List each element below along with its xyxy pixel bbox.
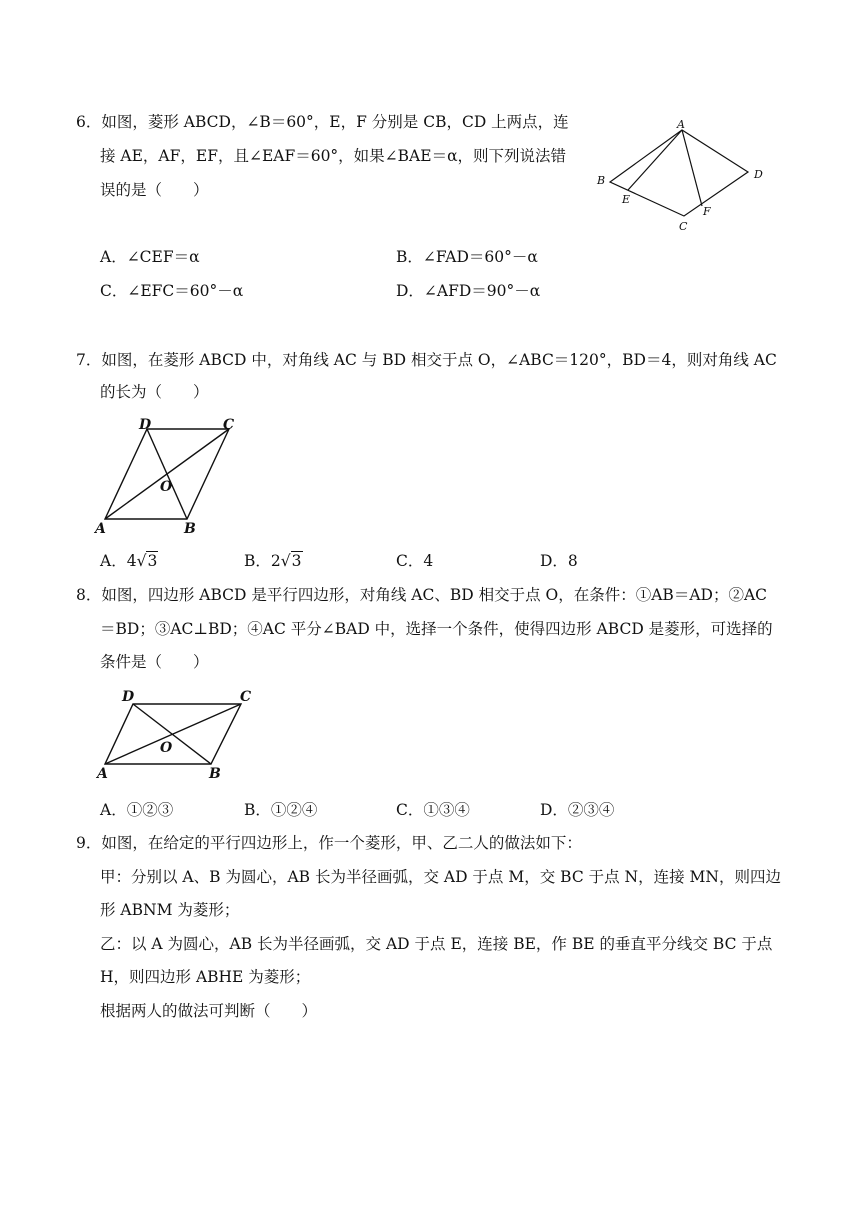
q9-line-4: 乙：以 A 为圆心，AB 长为半径画弧，交 AD 于点 E，连接 BE，作 BE 的垂直平分线交 BC 于点 [100, 935, 773, 953]
q8-label-d: D [122, 689, 135, 705]
q7-option-b[interactable] [244, 550, 303, 572]
q8-option-c[interactable]: C．①③④ [396, 801, 470, 819]
q6-segment-ae [628, 130, 682, 190]
q7-label-a: A [95, 521, 106, 537]
q7-option-a-prefix: A．4 [100, 552, 137, 570]
q8-label-c: C [240, 689, 252, 705]
q7-option-a-radicand: 3 [147, 552, 158, 570]
q7-option-b-radicand: 3 [291, 552, 302, 570]
q7-option-c[interactable]: C．4 [396, 552, 434, 570]
q6-label-e: E [622, 193, 631, 206]
q6-option-d[interactable]: D．∠AFD＝90°－α [396, 282, 541, 300]
q6-line-2: 接 AE，AF，EF，且∠EAF＝60°，如果∠BAE＝α，则下列说法错 [100, 147, 567, 165]
q9-line-3: 形 ABNM 为菱形； [100, 901, 240, 919]
q7-label-c: C [223, 417, 235, 433]
q6-option-c[interactable]: C．∠EFC＝60°－α [100, 282, 244, 300]
sqrt-symbol: √3 [280, 552, 302, 570]
q6-option-a[interactable]: A．∠CEF＝α [100, 248, 200, 266]
q7-line-1: 7．如图，在菱形 ABCD 中，对角线 AC 与 BD 相交于点 O，∠ABC＝120°，BD＝4，则对角线 AC [76, 351, 777, 369]
q8-line-3: 条件是（ ） [100, 653, 209, 671]
q7-option-a[interactable] [100, 550, 158, 572]
q7-label-d: D [139, 417, 152, 433]
q9-line-2: 甲：分别以 A、B 为圆心，AB 长为半径画弧，交 AD 于点 M，交 BC 于点 N，连接 MN，则四边 [100, 868, 781, 886]
q7-label-o: O [160, 479, 173, 495]
q9-line-5: H，则四边形 ABHE 为菱形； [100, 968, 311, 986]
q8-label-a: A [97, 766, 108, 782]
q8-line-2: ＝BD；③AC⊥BD；④AC 平分∠BAD 中，选择一个条件，使得四边形 ABCD 是菱形，可选择的 [100, 620, 773, 638]
q8-label-o: O [160, 740, 173, 756]
q6-label-b: B [597, 174, 606, 187]
q7-line-2: 的长为（ ） [100, 383, 209, 401]
q7-diagonal-bd [147, 429, 187, 519]
q6-label-c: C [679, 220, 688, 233]
q7-rhombus-figure [95, 413, 255, 543]
q6-line-3: 误的是（ ） [100, 181, 209, 199]
q6-label-d: D [754, 168, 763, 181]
q7-option-b-prefix: B．2 [244, 552, 281, 570]
q9-line-1: 9．如图，在给定的平行四边形上，作一个菱形，甲、乙二人的做法如下： [76, 834, 582, 852]
q8-line-1: 8．如图，四边形 ABCD 是平行四边形，对角线 AC、BD 相交于点 O，在条件：①AB＝AD；②AC [76, 586, 767, 604]
q6-label-f: F [703, 205, 711, 218]
sqrt-symbol: √3 [136, 552, 158, 570]
q6-label-a: A [677, 118, 685, 131]
q6-rhombus-outline [610, 130, 748, 216]
q6-rhombus-figure [590, 120, 790, 240]
q8-parallelogram-figure [95, 686, 265, 786]
q8-option-a[interactable]: A．①②③ [100, 801, 174, 819]
q8-option-d[interactable]: D．②③④ [540, 801, 615, 819]
q9-line-6: 根据两人的做法可判断（ ） [100, 1002, 318, 1020]
q6-option-b[interactable]: B．∠FAD＝60°－α [396, 248, 538, 266]
q6-line-1: 6．如图，菱形 ABCD，∠B＝60°，E，F 分别是 CB，CD 上两点，连 [76, 113, 569, 131]
q7-option-d[interactable]: D．8 [540, 552, 578, 570]
q7-label-b: B [184, 521, 196, 537]
q8-option-b[interactable]: B．①②④ [244, 801, 318, 819]
q8-label-b: B [209, 766, 221, 782]
